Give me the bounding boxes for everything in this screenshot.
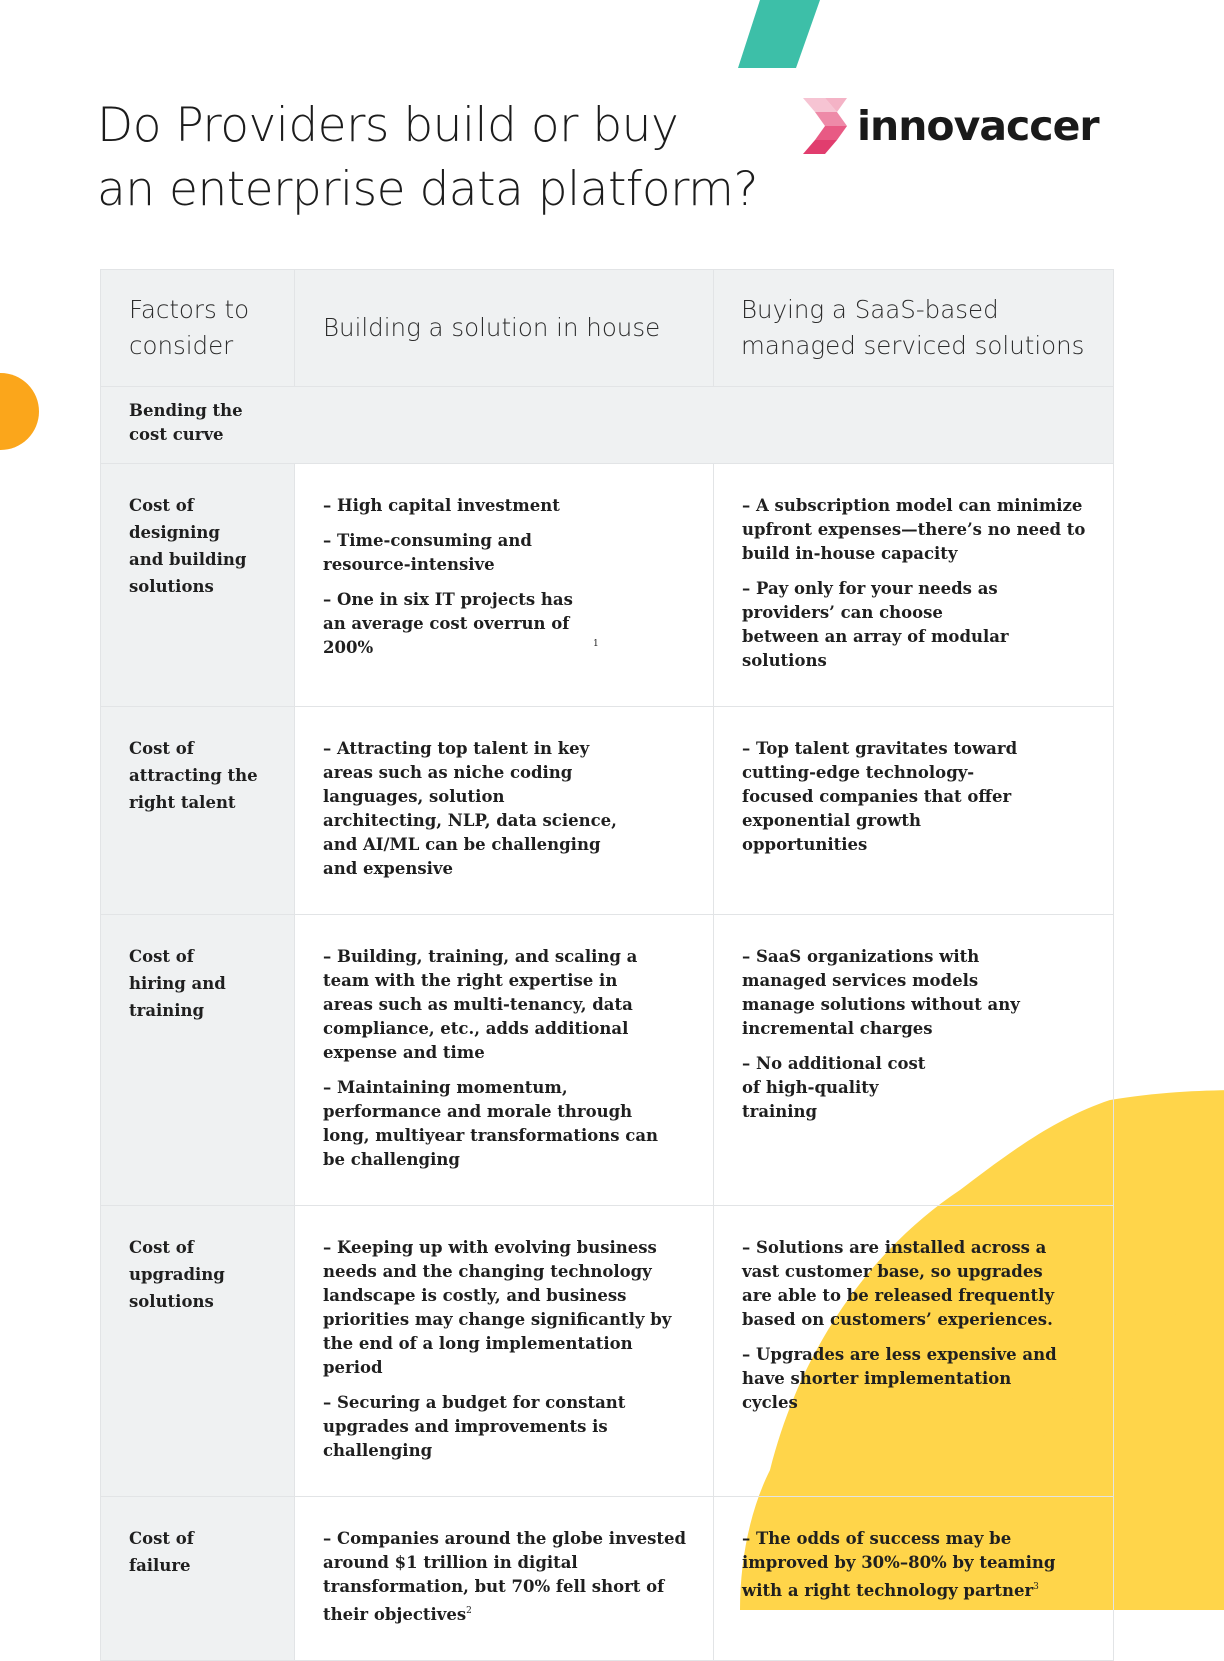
list-item: – Securing a budget for constant upgrades and improvements is challenging [323,1393,626,1460]
factor-label: Cost of hiring and training [129,947,226,1020]
list-item: – Solutions are installed across a vast customer base, so upgrades are able to be released frequently based on customers’ experiences. [742,1238,1055,1329]
orange-circle-decoration [0,373,39,450]
buy-cell [714,1497,1114,1661]
list-item: – Maintaining momentum, performance and morale through long, multiyear transformations can be challenging [323,1078,659,1169]
table-row [101,464,1114,707]
list-item: – Top talent gravitates toward cutting-edge technology-focused companies that offer exponential growth opportunities [742,739,1018,854]
teal-slash-decoration [738,0,820,68]
header-build: Building a solution in house [295,270,714,387]
build-cell [295,915,714,1206]
logo-text: innovaccer [857,102,1099,150]
build-cell [295,1206,714,1497]
list-item: – Attracting top talent in key areas such as niche coding languages, solution architecting, NLP, data science, and AI/ML can be challenging and expensive [323,739,617,878]
section-row [101,387,1114,464]
factor-cell [101,464,295,707]
list-item: – High capital investment [323,496,560,515]
list-item: – Keeping up with evolving business needs and the changing technology landscape is costly, and business priorities may change significantly by the end of a long implementation period [323,1238,672,1377]
list-item: – Pay only for your needs as providers’ can choose between an array of modular solutions [742,579,1009,670]
buy-cell [714,707,1114,915]
factor-label: Cost of designing and building solutions [129,496,247,596]
factor-cell [101,1206,295,1497]
footnote-marker: 1 [593,639,599,649]
buy-cell [714,1206,1114,1497]
list-item: – SaaS organizations with managed services models manage solutions without any incremental charges [742,947,1020,1038]
factor-cell [101,707,295,915]
comparison-table [100,269,1114,1661]
page-title [97,94,758,222]
list-item: – Building, training, and scaling a team with the right expertise in areas such as multi-tenancy, data compliance, etc., adds additional expense and time [323,947,638,1062]
factor-label: Cost of attracting the right talent [129,739,258,812]
build-cell [295,464,714,707]
build-cell [295,1497,714,1661]
list-item: – One in six IT projects has an average cost overrun of 200% $^1$ [323,590,599,657]
list-item: – No additional cost of high-quality training [742,1054,926,1121]
buy-cell [714,464,1114,707]
list-item: – Companies around the globe invested around $1 trillion in digital transformation, but 70% fell short of their objectives$^2$ [323,1529,687,1624]
build-cell [295,707,714,915]
list-item: – Upgrades are less expensive and have shorter implementation cycles [742,1345,1057,1412]
footnote-marker: 3 [1033,1582,1039,1592]
factor-cell [101,915,295,1206]
factor-label: Cost of upgrading solutions [129,1238,225,1311]
list-item: – The odds of success may be improved by 30%–80% by teaming with a right technology partner$^3$ [742,1529,1056,1600]
section-label: Bending the cost curve [129,401,243,444]
table-header-row [101,270,1114,387]
table-row [101,1497,1114,1661]
buy-cell [714,915,1114,1206]
table-row [101,915,1114,1206]
factor-cell [101,1497,295,1661]
footnote-marker: 2 [466,1606,472,1616]
title-line-2: an enterprise data platform? [97,162,758,217]
list-item: – Time-consuming and resource-intensive [323,531,532,574]
logo-mark-icon [803,98,851,154]
table-row [101,707,1114,915]
table-row [101,1206,1114,1497]
factor-label: Cost of failure [129,1529,194,1575]
innovaccer-logo [803,98,1099,154]
header-buy: Buying a SaaS-based managed serviced solutions [714,270,1114,387]
list-item: – A subscription model can minimize upfront expenses—there’s no need to build in-house capacity [742,496,1086,563]
header-factors: Factors to consider [101,270,295,387]
title-line-1: Do Providers build or buy [97,98,679,153]
